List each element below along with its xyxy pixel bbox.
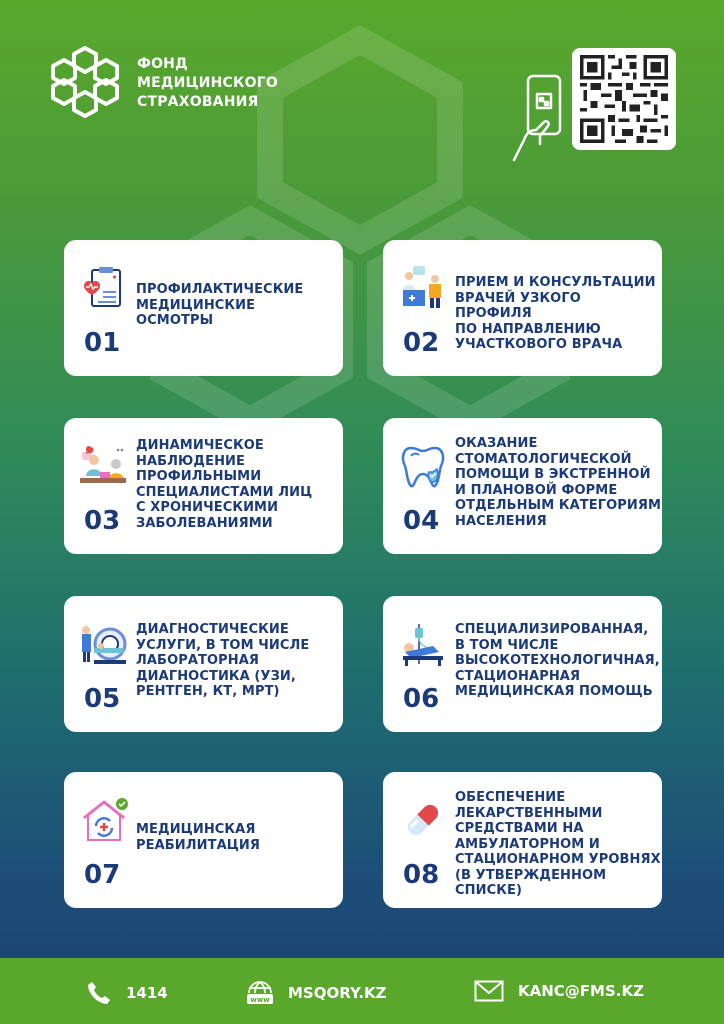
phone-number: 1414 (126, 984, 168, 1002)
service-text-01: ПРОФИЛАКТИЧЕСКИЕ МЕДИЦИНСКИЕ ОСМОТРЫ (136, 282, 304, 328)
service-card-02 (383, 240, 662, 376)
service-number-01: 01 (84, 328, 121, 358)
service-card-05 (64, 596, 343, 732)
service-text-03: ДИНАМИЧЕСКОЕ НАБЛЮДЕНИЕ ПРОФИЛЬНЫМИ СПЕЦИАЛИСТАМИ ЛИЦ С ХРОНИЧЕСКИМИ ЗАБОЛЕВАНИЯМИ (136, 438, 313, 531)
service-number-05: 05 (84, 684, 121, 714)
service-card-03 (64, 418, 343, 554)
service-number-06: 06 (403, 684, 440, 714)
service-card-07 (64, 772, 343, 908)
service-text-06: СПЕЦИАЛИЗИРОВАННАЯ, В ТОМ ЧИСЛЕ ВЫСОКОТЕХНОЛОГИЧНАЯ, СТАЦИОНАРНАЯ МЕДИЦИНСКАЯ ПОМОЩЬ (455, 622, 660, 699)
qr-code[interactable] (572, 48, 676, 150)
service-number-04: 04 (403, 506, 440, 536)
service-text-08: ОБЕСПЕЧЕНИЕ ЛЕКАРСТВЕННЫМИ СРЕДСТВАМИ НА АМБУЛАТОРНОМ И СТАЦИОНАРНОМ УРОВНЯХ (В УТВЕРЖДЕННОМ СПИСКЕ) (455, 790, 661, 898)
footer-phone[interactable] (86, 980, 168, 1006)
qr-code-icon (579, 55, 669, 143)
service-text-04: ОКАЗАНИЕ СТОМАТОЛОГИЧЕСКОЙ ПОМОЩИ В ЭКСТРЕННОЙ И ПЛАНОВОЙ ФОРМЕ ОТДЕЛЬНЫМ КАТЕГОРИЯМ НАСЕЛЕНИЯ (455, 436, 662, 529)
service-number-03: 03 (84, 506, 121, 536)
phone-scan-icon (510, 74, 568, 164)
rehab-house-icon (80, 796, 128, 844)
footer-email[interactable] (474, 980, 644, 1002)
org-name-line1: ФОНД (137, 56, 188, 72)
doctor-consultation-icon (399, 264, 447, 312)
service-card-06 (383, 596, 662, 732)
service-card-01 (64, 240, 343, 376)
svg-text:www: www (250, 996, 270, 1004)
email-address: KANC@FMS.KZ (518, 982, 644, 1000)
doctor-patient-icon (80, 442, 128, 490)
globe-www-icon (246, 980, 274, 1006)
fund-logo-icon (50, 44, 120, 120)
footer-contacts (0, 958, 724, 1024)
service-number-02: 02 (403, 328, 440, 358)
footer-website[interactable] (246, 980, 387, 1006)
clipboard-heart-icon (80, 264, 128, 312)
service-card-04 (383, 418, 662, 554)
envelope-icon (474, 980, 504, 1002)
service-card-08 (383, 772, 662, 908)
service-text-02: ПРИЕМ И КОНСУЛЬТАЦИИ ВРАЧЕЙ УЗКОГО ПРОФИЛЯ ПО НАПРАВЛЕНИЮ УЧАСТКОВОГО ВРАЧА (455, 275, 656, 352)
tooth-icon (399, 442, 447, 490)
hospital-bed-icon (399, 620, 447, 668)
service-text-07: МЕДИЦИНСКАЯ РЕАБИЛИТАЦИЯ (136, 822, 261, 853)
phone-icon (86, 980, 112, 1006)
pill-capsule-icon (399, 796, 447, 844)
organization-name (137, 55, 278, 112)
mri-scanner-icon (80, 620, 128, 668)
service-text-05: ДИАГНОСТИЧЕСКИЕ УСЛУГИ, В ТОМ ЧИСЛЕ ЛАБОРАТОРНАЯ ДИАГНОСТИКА (УЗИ, РЕНТГЕН, КТ, МРТ) (136, 622, 310, 699)
service-number-07: 07 (84, 860, 121, 890)
org-name-line2: МЕДИЦИНСКОГО (137, 75, 278, 91)
service-number-08: 08 (403, 860, 440, 890)
website-url: MSQORY.KZ (288, 984, 387, 1002)
org-name-line3: СТРАХОВАНИЯ (137, 94, 259, 110)
